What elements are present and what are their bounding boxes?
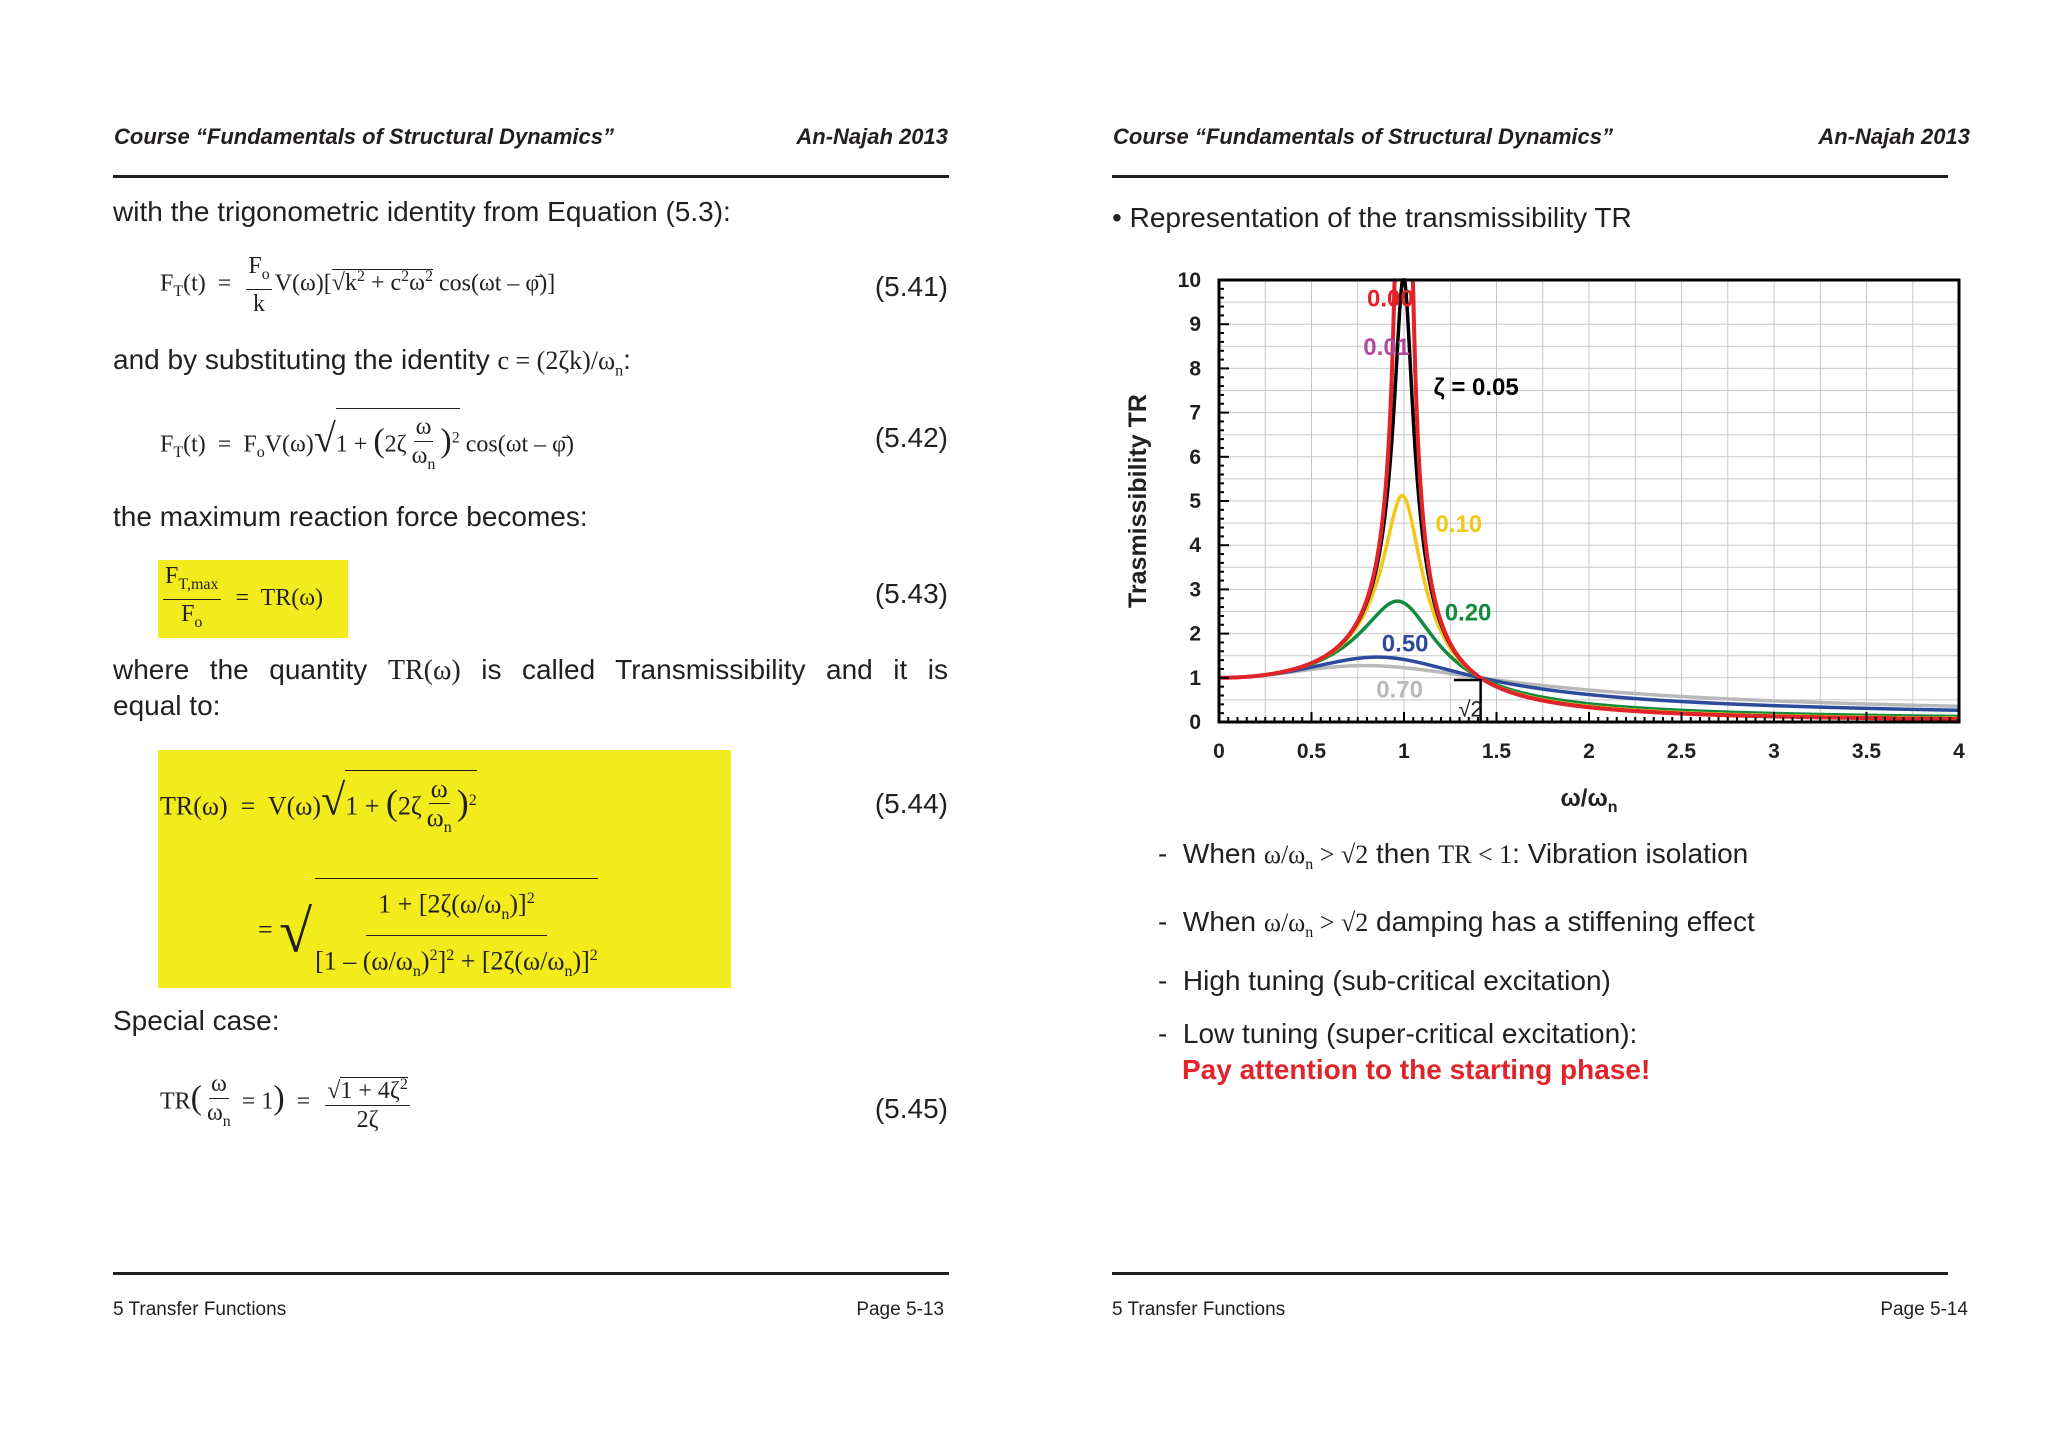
- equation-5-41: $F_T(t)$ = $\frac{F_o}{k}$ $V(\omega)[√k^2 + c^2\omega^2$ cos(ωt – φ̄)]: [160, 253, 556, 317]
- series-label-0.00: 0.00: [1367, 285, 1414, 313]
- right-item-3: - High tuning (sub-critical excitation): [1158, 965, 1611, 996]
- right-item-2: - When $\omega/\omega_n > √2$ damping has a stiffening effect: [1158, 906, 1755, 942]
- item-4-text: Low tuning (super-critical excitation):: [1182, 1018, 1638, 1049]
- item-1-c: : Vibration isolation: [1512, 838, 1749, 869]
- eq-545-number: (5.45): [874, 1093, 948, 1124]
- item-2-b: damping has a stiffening effect: [1376, 906, 1755, 937]
- y-tick-label: 0: [1189, 711, 1201, 734]
- item-2-a: When: [1182, 906, 1257, 937]
- series-label-0.01: 0.01: [1363, 334, 1411, 362]
- equation-5-45: TR( $\frac{\omega}{\omega_n}$ = 1) = $\frac{√1 + 4\zeta^2}{2\zeta}$: [160, 1071, 408, 1134]
- y-tick-label: 3: [1189, 578, 1201, 602]
- right-item-4: - Low tuning (super-critical excitation):: [1158, 1018, 1638, 1049]
- right-footer-page: Page 5-14: [1880, 1299, 1968, 1320]
- eq-541-number: (5.41): [874, 271, 948, 302]
- y-tick-label: 10: [1177, 269, 1201, 292]
- chart-svg: [1104, 260, 2004, 820]
- left-intro-2-expr: c = (2ζk)/ω: [497, 346, 616, 375]
- left-header-rule: [113, 175, 949, 178]
- right-page: [1024, 0, 2048, 1448]
- series-label-0.20: 0.20: [1444, 599, 1492, 627]
- y-tick-label: 1: [1189, 666, 1201, 690]
- left-intro-2-text: and by substituting the identity: [113, 344, 490, 375]
- y-tick-label: 9: [1189, 313, 1201, 337]
- equation-5-44-line-1: TR(ω) = V(ω)√1 + (2ζ $\frac{\omega}{\omega_n}$ )$^2$: [160, 770, 477, 842]
- left-intro-4-a: where the quantity: [113, 654, 368, 685]
- eq-542-number: (5.42): [874, 422, 948, 453]
- x-tick-label: 1: [1398, 740, 1410, 763]
- left-special-case: Special case:: [113, 1005, 280, 1036]
- y-tick-label: 2: [1189, 622, 1201, 646]
- left-intro-2: and by substituting the identity $c = (2\zeta k)/\omega_n$:: [113, 344, 631, 380]
- right-item-1: - When $\omega/\omega_n > √2$ then TR < 1: Vibration isolation: [1158, 838, 1749, 874]
- left-header-title: Course “Fundamentals of Structural Dynamics”: [114, 124, 614, 149]
- item-1-math: ω/ω: [1263, 840, 1306, 869]
- x-tick-label: 3.5: [1851, 740, 1882, 763]
- right-header-title: Course “Fundamentals of Structural Dynamics”: [1113, 124, 1613, 149]
- right-footer-left: 5 Transfer Functions: [1112, 1299, 1286, 1320]
- left-intro-4-b: is called Transmissibility and it is: [481, 654, 948, 685]
- left-footer-left: 5 Transfer Functions: [113, 1299, 287, 1320]
- item-3-text: High tuning (sub-critical excitation): [1182, 965, 1611, 996]
- left-intro-4: [113, 652, 948, 689]
- series-label-0.10: 0.10: [1435, 510, 1483, 538]
- right-header-right: An-Najah 2013: [1818, 124, 1970, 149]
- left-footer-page: Page 5-13: [856, 1299, 944, 1320]
- series-label-0.70: 0.70: [1376, 676, 1423, 704]
- chart-labels: [1124, 269, 1965, 816]
- right-bullet: [1112, 200, 1632, 236]
- y-tick-label: 4: [1189, 534, 1201, 558]
- eq-543-number: (5.43): [874, 578, 948, 609]
- right-warning: Pay attention to the starting phase!: [1182, 1054, 1651, 1085]
- transmissibility-chart: [1104, 260, 2004, 820]
- x-tick-label: 2: [1583, 740, 1595, 763]
- x-tick-label: 0: [1213, 740, 1225, 763]
- left-intro-4-c: equal to:: [113, 690, 221, 721]
- x-axis-label-sub: n: [1607, 799, 1618, 816]
- equation-5-44-line-2: = √ $\frac{1 + [2\zeta(\omega/\omega_n)]^2}{[1 - (\omega/\omega_n)^2]^2 + [2\zeta(\omega/\omega_n)]^2}$: [258, 878, 601, 986]
- left-intro-3: the maximum reaction force becomes:: [113, 501, 588, 532]
- item-2-math: ω/ω: [1263, 908, 1306, 937]
- y-axis-label: Trasmissibility TR: [1124, 394, 1152, 608]
- equation-5-42: $F_T(t) = F_oV(\omega)√1 + (2\zeta$ $\frac{\omega}{\omega_n}$ )$^2$ cos(ωt – φ̄): [160, 408, 574, 479]
- x-tick-label: 0.5: [1296, 740, 1327, 763]
- x-axis-label: $\omega/\omega_n$: [1560, 785, 1618, 816]
- series-label-0.50: 0.50: [1381, 630, 1429, 658]
- x-tick-label: 4: [1953, 740, 1965, 763]
- item-1-math2: TR < 1: [1438, 840, 1513, 869]
- eq-544-number: (5.44): [874, 788, 948, 819]
- x-tick-label: 2.5: [1666, 740, 1697, 763]
- y-tick-label: 5: [1189, 490, 1201, 513]
- bullet-dot-icon: •: [1112, 202, 1130, 233]
- y-tick-label: 8: [1189, 357, 1201, 381]
- right-footer-rule: [1112, 1272, 1948, 1275]
- x-tick-label: 1.5: [1481, 740, 1512, 763]
- series-label-0.05: ζ = 0.05: [1433, 373, 1519, 401]
- left-intro-1: with the trigonometric identity from Equation (5.3):: [113, 196, 731, 227]
- item-1-a: When: [1182, 838, 1257, 869]
- sqrt2-label: √2: [1458, 696, 1483, 722]
- y-tick-label: 6: [1189, 445, 1201, 469]
- left-footer-rule: [113, 1272, 949, 1275]
- y-tick-label: 7: [1189, 401, 1201, 425]
- left-header-right: An-Najah 2013: [796, 124, 948, 149]
- x-tick-label: 3: [1768, 740, 1780, 763]
- equation-5-43: $\frac{F_{T,max}}{F_o}$ = TR(ω): [165, 563, 324, 631]
- left-intro-2-colon: :: [623, 344, 631, 375]
- item-1-b: then: [1376, 838, 1431, 869]
- right-header-rule: [1112, 175, 1948, 178]
- right-bullet-text: Representation of the transmissibility TR: [1129, 202, 1632, 233]
- left-intro-4-expr: TR(ω): [387, 655, 461, 686]
